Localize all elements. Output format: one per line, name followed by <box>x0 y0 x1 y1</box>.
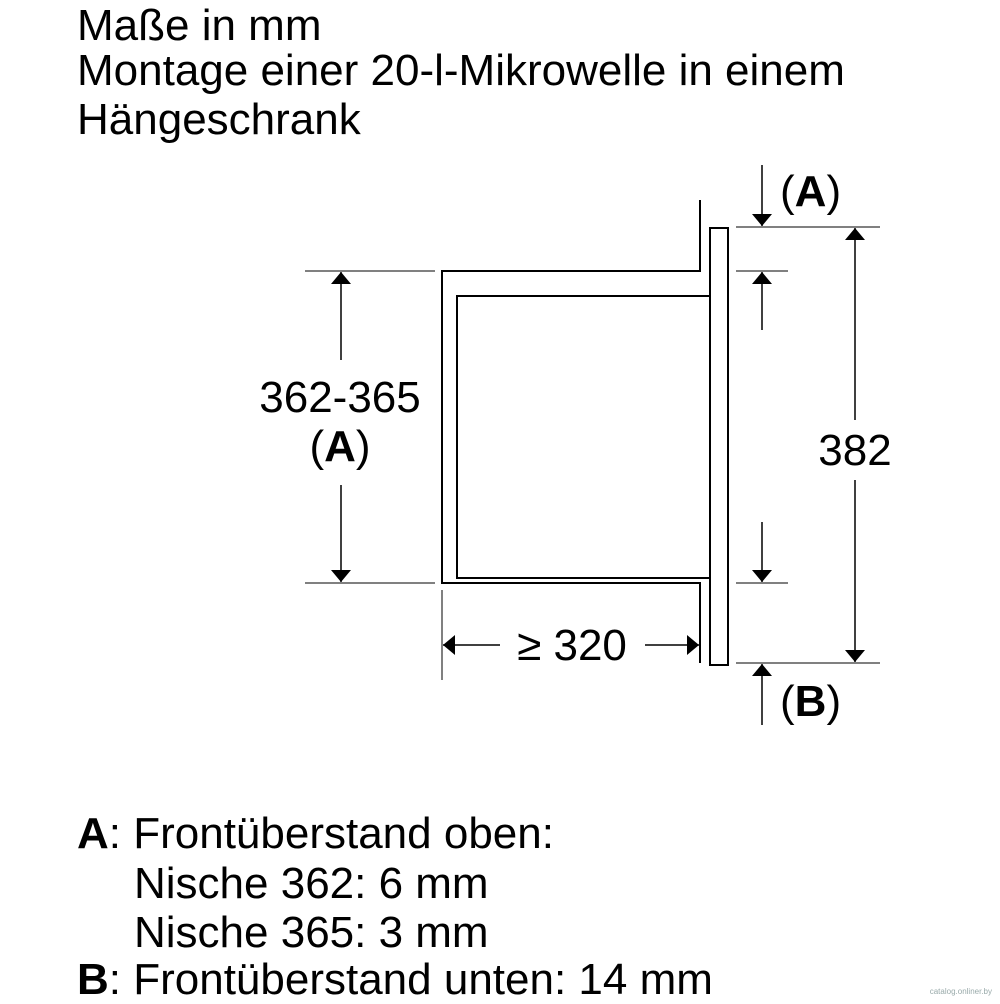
legend-b <box>77 956 713 1004</box>
title-line-3: Hängeschrank <box>77 95 361 144</box>
microwave-outline <box>457 296 710 578</box>
microwave-front-panel <box>710 228 728 665</box>
depth-label: ≥ 320 <box>517 621 627 670</box>
niche-height-label: 362-365 <box>259 373 421 422</box>
total-height-label: 382 <box>818 426 892 475</box>
bottom-overhang-label: (B) <box>780 677 842 726</box>
legend-a-text: : Frontüberstand oben: <box>108 809 554 858</box>
legend-a <box>77 810 554 858</box>
legend-b-key: B <box>77 955 109 1004</box>
legend-a-line-2: Nische 362: 6 mm <box>134 859 489 908</box>
cabinet-outline <box>442 200 700 663</box>
title-line-2: Montage einer 20-l-Mikrowelle in einem <box>77 46 845 95</box>
legend-a-line-3: Nische 365: 3 mm <box>134 908 489 957</box>
watermark: catalog.onliner.by <box>929 987 992 996</box>
title-line-1: Maße in mm <box>77 1 322 50</box>
top-overhang-label: (A) <box>780 167 842 216</box>
niche-height-ref: (A) <box>309 422 371 471</box>
legend-a-key: A <box>77 809 109 858</box>
legend-b-text: : Frontüberstand unten: 14 mm <box>108 955 713 1004</box>
